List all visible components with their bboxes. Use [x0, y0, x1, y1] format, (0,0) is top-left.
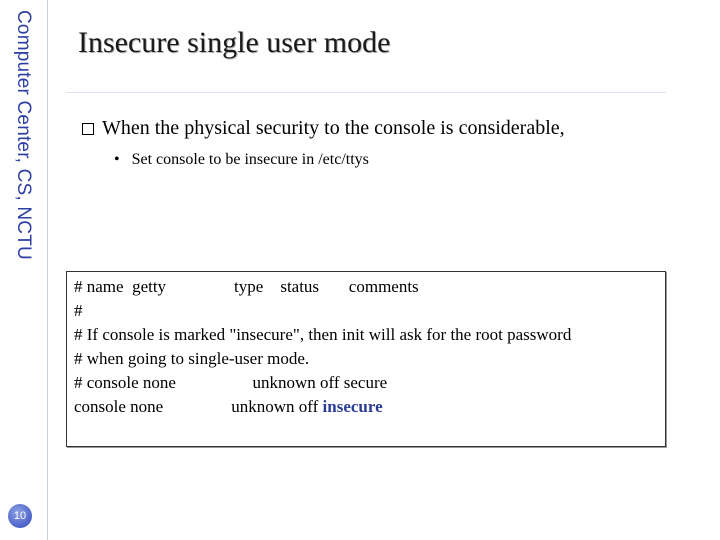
title-divider: [66, 92, 666, 93]
code-line-secure: # console none unknown off secure: [74, 373, 388, 392]
checkbox-icon: [82, 123, 94, 135]
sidebar-label: Computer Center, CS, NCTU: [13, 10, 34, 260]
sidebar: [0, 0, 48, 540]
page-number: 10: [8, 504, 32, 528]
code-line-header: # name getty type status comments: [74, 277, 419, 296]
code-line-insecure: [74, 397, 383, 417]
code-line-insecure-prefix: console none unknown off: [74, 397, 323, 416]
dot-icon: •: [114, 151, 120, 168]
code-line-comment: # If console is marked "insecure", then init will ask for the root password: [74, 325, 572, 344]
sub-bullet-text: Set console to be insecure in /etc/ttys: [131, 151, 369, 168]
main-bullet: [82, 117, 565, 140]
insecure-keyword: insecure: [322, 397, 383, 416]
code-line-comment: #: [74, 301, 83, 320]
sub-bullet: [114, 151, 369, 169]
slide-title: Insecure single user mode: [78, 26, 391, 59]
main-bullet-text: When the physical security to the console is considerable,: [102, 117, 565, 139]
code-line-comment: # when going to single-user mode.: [74, 349, 310, 368]
